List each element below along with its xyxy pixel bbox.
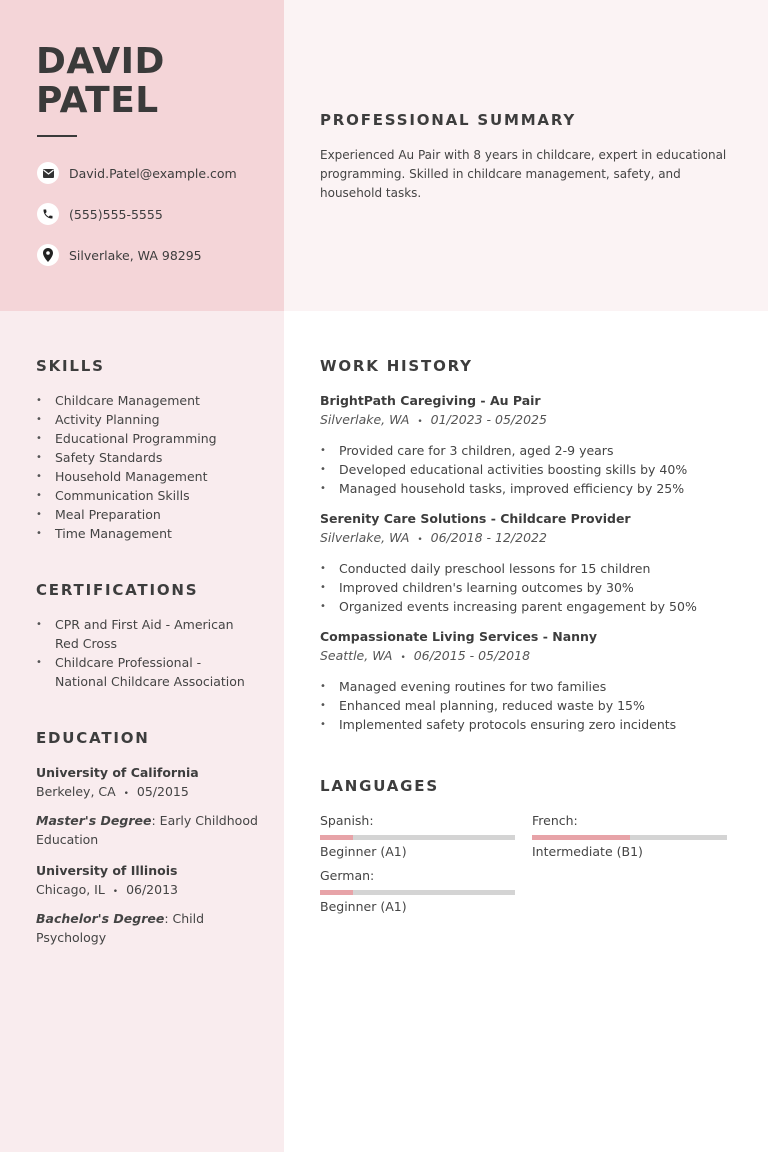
list-item: • Conducted daily preschool lessons for 15 children <box>320 559 740 578</box>
school-location: Chicago, IL <box>36 882 105 897</box>
list-item: • Childcare Management <box>36 391 271 410</box>
list-item: • Safety Standards <box>36 448 271 467</box>
contact-location <box>37 244 202 266</box>
name-divider <box>37 135 77 137</box>
job-entry <box>320 391 740 498</box>
list-item: • Implemented safety protocols ensuring zero incidents <box>320 715 740 734</box>
language-level: Beginner (A1) <box>320 899 407 914</box>
skills-list <box>36 391 271 543</box>
list-item: • Developed educational activities boosting skills by 40% <box>320 460 740 479</box>
job-dates: 06/2018 - 12/2022 <box>430 530 547 545</box>
degree-label: Bachelor's Degree <box>36 911 165 926</box>
education-heading: EDUCATION <box>36 729 150 747</box>
list-item: • Childcare Professional - National Childcare Association <box>36 653 256 691</box>
school-meta: Berkeley, CA • 05/2015 <box>36 784 189 799</box>
degree: Bachelor's Degree: Child Psychology <box>36 911 205 945</box>
list-item: • Time Management <box>36 524 271 543</box>
education-entry <box>36 763 271 849</box>
job-location: Seattle, WA <box>320 648 393 663</box>
job-location: Silverlake, WA <box>320 412 410 427</box>
languages-heading: LANGUAGES <box>320 777 439 795</box>
job-title: Serenity Care Solutions - Childcare Provider <box>320 511 631 526</box>
list-item: • Educational Programming <box>36 429 271 448</box>
candidate-name <box>36 42 165 120</box>
job-title: Compassionate Living Services - Nanny <box>320 629 598 644</box>
school-date: 05/2015 <box>136 784 189 799</box>
location-pin-icon <box>37 244 59 266</box>
list-item: • Meal Preparation <box>36 505 271 524</box>
job-meta: Silverlake, WA • 01/2023 - 05/2025 <box>320 412 547 427</box>
list-item: • Organized events increasing parent engagement by 50% <box>320 597 740 616</box>
school-name: University of California <box>36 765 199 780</box>
certifications-list <box>36 615 256 691</box>
list-item: • Provided care for 3 children, aged 2-9 years <box>320 441 740 460</box>
language-level: Intermediate (B1) <box>532 844 643 859</box>
job-meta: Seattle, WA • 06/2015 - 05/2018 <box>320 648 531 663</box>
work-history-heading: WORK HISTORY <box>320 357 473 375</box>
job-entry <box>320 509 740 616</box>
summary-heading: PROFESSIONAL SUMMARY <box>320 111 577 129</box>
language-level: Beginner (A1) <box>320 844 407 859</box>
list-item: • Improved children's learning outcomes by 30% <box>320 578 740 597</box>
job-bullets <box>320 559 740 616</box>
contact-email[interactable] <box>37 162 237 184</box>
job-bullets <box>320 441 740 498</box>
degree-field: Early Childhood Education <box>36 813 258 847</box>
first-name: DAVID <box>36 41 165 82</box>
degree-label: Master's Degree <box>36 813 152 828</box>
language-item <box>532 813 727 860</box>
last-name: PATEL <box>36 80 159 121</box>
job-meta: Silverlake, WA • 06/2018 - 12/2022 <box>320 530 547 545</box>
job-dates: 06/2015 - 05/2018 <box>413 648 531 663</box>
summary-text: Experienced Au Pair with 8 years in childcare, expert in educational programming. Skilled in childcare management, safety, and household tasks. <box>320 148 727 200</box>
school-meta: Chicago, IL • 06/2013 <box>36 882 178 897</box>
phone-text: (555)555-5555 <box>69 206 163 222</box>
proficiency-fill <box>320 835 353 840</box>
skills-heading: SKILLS <box>36 357 105 375</box>
proficiency-bar <box>532 835 727 840</box>
list-item: • Managed household tasks, improved efficiency by 25% <box>320 479 740 498</box>
job-title: BrightPath Caregiving - Au Pair <box>320 393 541 408</box>
degree-field: Child Psychology <box>36 911 205 945</box>
location-text: Silverlake, WA 98295 <box>69 247 202 263</box>
proficiency-bar <box>320 835 515 840</box>
list-item: • CPR and First Aid - American Red Cross <box>36 615 256 653</box>
language-name: Spanish: <box>320 813 374 828</box>
list-item: • Managed evening routines for two families <box>320 677 740 696</box>
certifications-heading: CERTIFICATIONS <box>36 581 199 599</box>
job-location: Silverlake, WA <box>320 530 410 545</box>
list-item: • Activity Planning <box>36 410 271 429</box>
proficiency-fill <box>532 835 630 840</box>
school-date: 06/2013 <box>126 882 178 897</box>
education-entry <box>36 861 271 947</box>
list-item: • Enhanced meal planning, reduced waste by 15% <box>320 696 740 715</box>
language-name: French: <box>532 813 578 828</box>
language-item <box>320 813 515 860</box>
job-entry <box>320 627 740 734</box>
school-name: University of Illinois <box>36 863 178 878</box>
email-text: David.Patel@example.com <box>69 165 237 181</box>
school-location: Berkeley, CA <box>36 784 116 799</box>
proficiency-bar <box>320 890 515 895</box>
contact-phone[interactable] <box>37 203 163 225</box>
language-item <box>320 868 515 915</box>
degree: Master's Degree: Early Childhood Education <box>36 813 258 847</box>
list-item: • Household Management <box>36 467 271 486</box>
envelope-icon <box>37 162 59 184</box>
job-bullets <box>320 677 740 734</box>
job-dates: 01/2023 - 05/2025 <box>430 412 547 427</box>
list-item: • Communication Skills <box>36 486 271 505</box>
proficiency-fill <box>320 890 353 895</box>
phone-icon <box>37 203 59 225</box>
language-name: German: <box>320 868 375 883</box>
